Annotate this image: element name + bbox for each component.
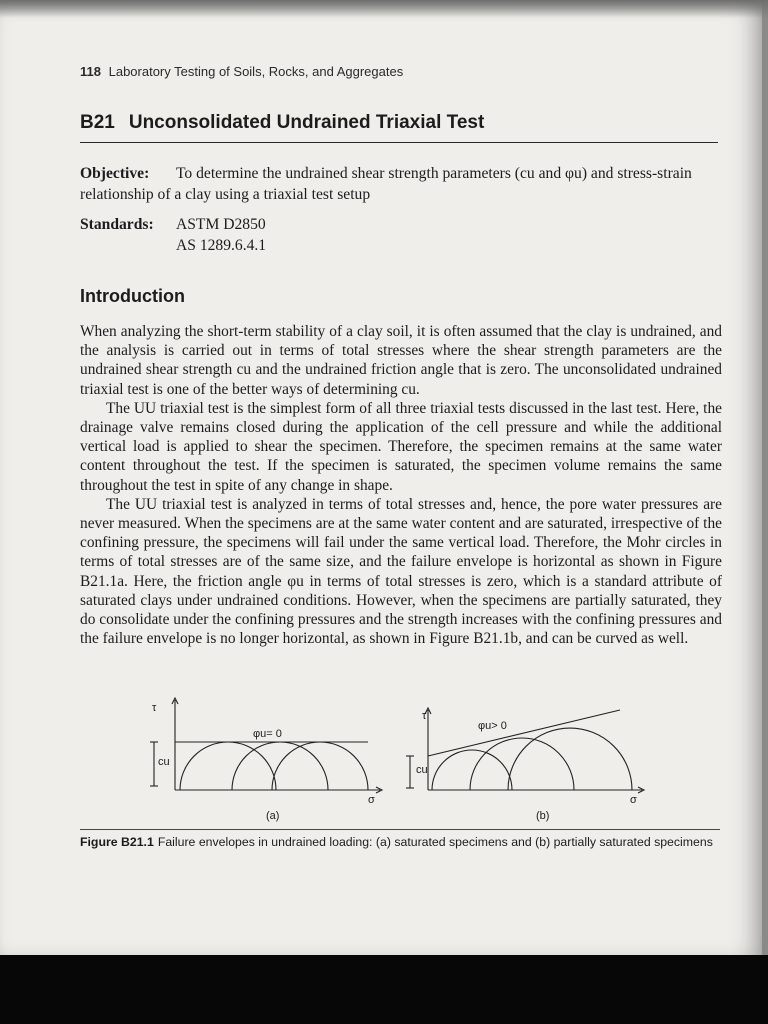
mohr-circle-a2 <box>232 742 328 790</box>
envelope-label-b: φu> 0 <box>478 720 507 732</box>
mohr-circle-b1 <box>432 750 512 790</box>
standards-label: Standards: <box>80 216 154 233</box>
objective-text: To determine the undrained shear strength parameters (cu and φu) and stress-strain relationship of a clay using a triaxial test setup <box>80 165 692 203</box>
mohr-diagram <box>140 690 660 830</box>
scan-background <box>0 955 768 1024</box>
cu-label-b: cu <box>416 764 428 776</box>
paragraph: The UU triaxial test is analyzed in terms of total stresses and, hence, the pore water pressures are never measured. When the specimens are at the same water content and are saturated, irrespective of the confining pressure, the specimens will fail under the same vertical load. Therefore, the Mohr circles in terms of total stresses are of the same size, and the failure envelope is horizontal as shown in Figure B21.1a. Here, the friction angle φu in terms of total stresses is zero, which is a standard attribute of saturated clays under undrained conditions. However, when the specimens are partially saturated, they do consolidate under the confining pressures and the strength increases with the confining pressures and the failure envelope is no longer horizontal, as shown in Figure B21.1b, and can be curved as well. <box>80 495 722 648</box>
caption-text: Failure envelopes in undrained loading: (a) saturated specimens and (b) partially saturated specimens <box>157 835 713 849</box>
section-title <box>80 112 718 143</box>
caption-rule <box>80 829 720 830</box>
envelope-label-a: φu= 0 <box>253 728 282 740</box>
tau-label-b: τ <box>422 710 427 722</box>
page-number: 118 <box>80 64 101 79</box>
scan-shadow <box>0 0 768 18</box>
standards <box>80 214 266 256</box>
mohr-circle-b3 <box>508 728 632 790</box>
standard-item: AS 1289.6.4.1 <box>176 237 267 254</box>
mohr-circle-a1 <box>180 742 276 790</box>
caption-id: Figure B21.1 <box>80 835 154 849</box>
introduction-body <box>80 322 722 648</box>
panel-label-a: (a) <box>266 810 280 822</box>
running-head <box>80 64 403 79</box>
paragraph: The UU triaxial test is the simplest form of all three triaxial tests discussed in the last test. Here, the drainage valve remains closed during the application of the cell pressure and while the additional vertical load is applied to shear the specimen. Therefore, the specimen remains at the same water content throughout the test. If the specimen is saturated, the specimen volume remains the same throughout the test in spite of any change in shape. <box>80 399 722 494</box>
tau-label-a: τ <box>152 702 157 714</box>
section-name: Unconsolidated Undrained Triaxial Test <box>128 112 485 133</box>
mohr-circle-b2 <box>470 738 574 790</box>
sigma-label-b: σ <box>630 794 637 806</box>
standard-item: ASTM D2850 <box>176 216 266 233</box>
cu-label-a: cu <box>158 756 170 768</box>
introduction-heading: Introduction <box>80 286 185 306</box>
mohr-circle-a3 <box>272 742 368 790</box>
objective-label: Objective: <box>80 165 150 182</box>
figure-caption <box>80 834 720 850</box>
paragraph: When analyzing the short-term stability of a clay soil, it is often assumed that the clay is undrained, and the analysis is carried out in terms of total stresses where the shear strength parameters are the undrained shear strength cu and the undrained friction angle that is zero. The unconsolidated undrained triaxial test is one of the better ways of determining cu. <box>80 323 722 398</box>
sigma-label-a: σ <box>368 794 375 806</box>
panel-label-b: (b) <box>536 810 550 822</box>
section-code: B21 <box>80 112 115 133</box>
book-title: Laboratory Testing of Soils, Rocks, and Aggregates <box>108 64 404 79</box>
objective <box>80 163 730 205</box>
figure-b21-1 <box>140 690 660 830</box>
